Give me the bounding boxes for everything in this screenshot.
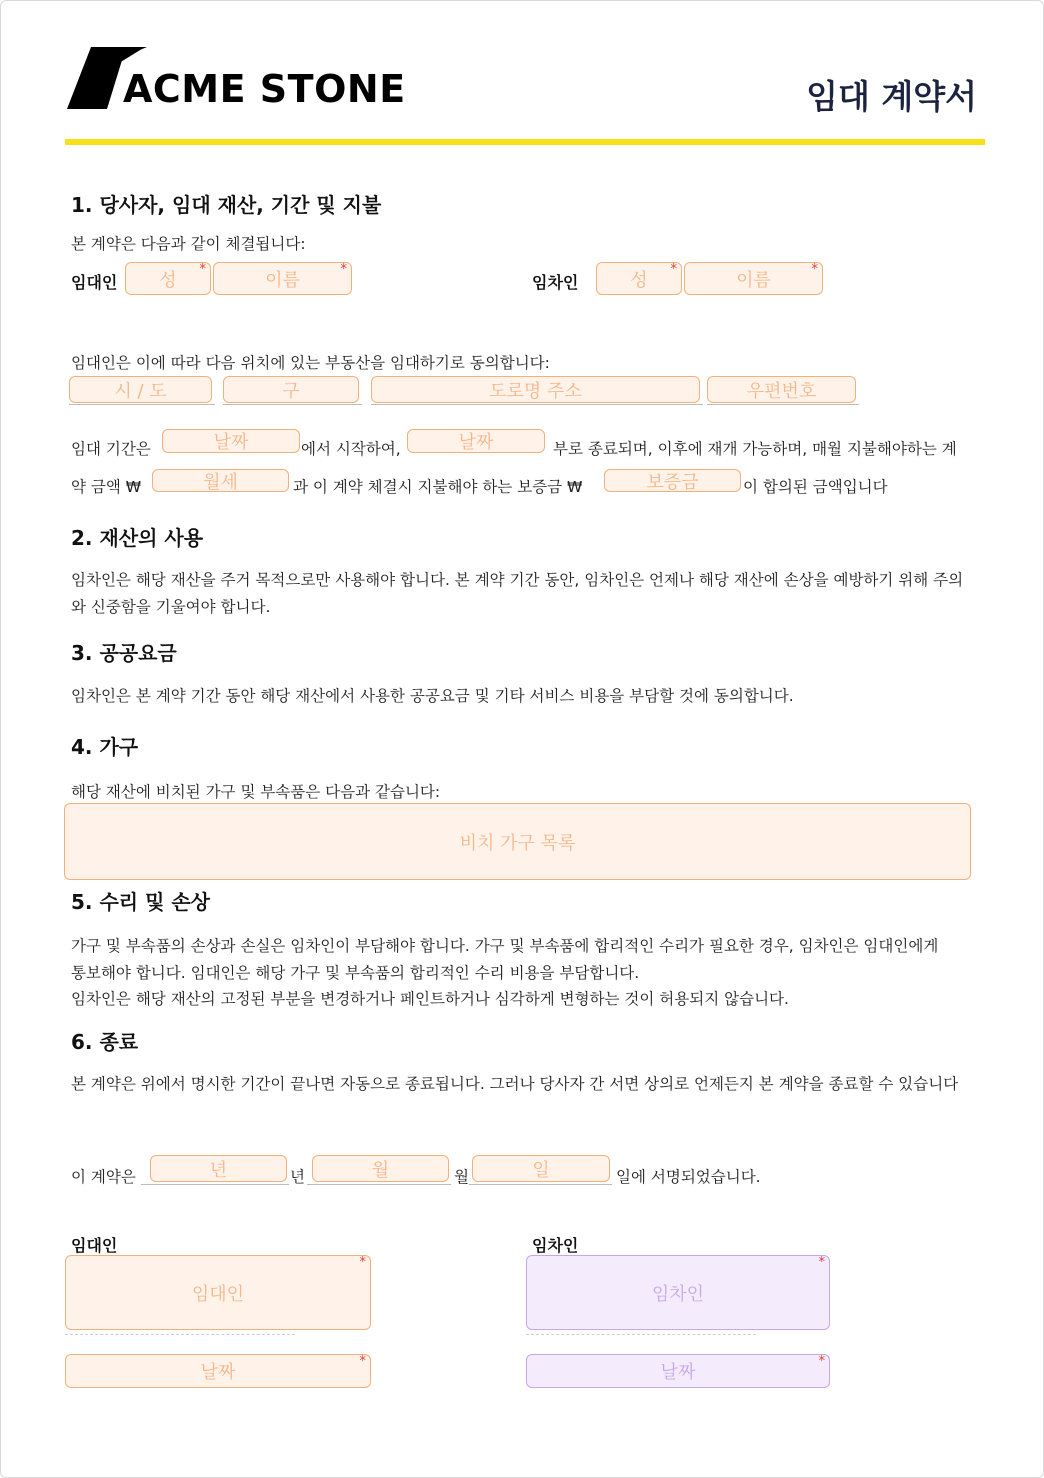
- landlord-first-name-field[interactable]: 이름 *: [213, 262, 352, 295]
- city-underline: [69, 404, 215, 405]
- tenant-last-name-field[interactable]: 성 *: [596, 262, 682, 295]
- landlord-signature-field[interactable]: 임대인 *: [65, 1255, 371, 1330]
- logo-text: ACME STONE: [123, 67, 406, 111]
- acme-stone-logo: [67, 47, 406, 113]
- header-divider: [65, 139, 985, 145]
- tenant-date-field[interactable]: 날짜 *: [526, 1354, 830, 1388]
- section-4-heading: 4. 가구: [71, 735, 139, 759]
- month-underline: [307, 1184, 451, 1185]
- sign-year-field[interactable]: 년: [150, 1155, 287, 1182]
- day-suffix: 일에 서명되었습니다.: [616, 1168, 761, 1186]
- section-5-line-3: 임차인은 해당 재산의 고정된 부분을 변경하거나 페인트하거나 심각하게 변형하는 것이 허용되지 않습니다.: [71, 990, 789, 1008]
- deposit-field[interactable]: 보증금: [604, 469, 741, 492]
- amount-prefix: 약 금액 ₩: [71, 478, 142, 496]
- term-prefix: 임대 기간은: [71, 440, 151, 458]
- month-unit: 월: [454, 1168, 469, 1186]
- tenant-first-name-field[interactable]: 이름 *: [684, 262, 823, 295]
- section-3-heading: 3. 공공요금: [71, 641, 177, 665]
- furniture-list-field[interactable]: 비치 가구 목록: [64, 803, 971, 880]
- document-title: 임대 계약서: [806, 77, 977, 116]
- end-date-field[interactable]: 날짜: [407, 429, 545, 453]
- tenant-signature-label: 임차인: [532, 1236, 579, 1255]
- amount-suffix: 이 합의된 금액입니다: [743, 478, 888, 496]
- street-underline: [371, 404, 703, 405]
- section-1-intro: 본 계약은 다음과 같이 체결됩니다:: [71, 235, 306, 253]
- amount-mid: 과 이 계약 체결시 지불해야 하는 보증금 ₩: [293, 478, 583, 496]
- signed-prefix: 이 계약은: [71, 1168, 136, 1186]
- landlord-last-name-field[interactable]: 성 *: [125, 262, 211, 295]
- tenant-signature-field[interactable]: 임차인 *: [526, 1255, 830, 1330]
- section-1-heading: 1. 당사자, 임대 재산, 기간 및 지불: [71, 193, 382, 217]
- section-6-body: 본 계약은 위에서 명시한 기간이 끝나면 자동으로 종료됩니다. 그러나 당사자 간 서면 상의로 언제든지 본 계약을 종료할 수 있습니다: [71, 1075, 959, 1093]
- section-5-heading: 5. 수리 및 손상: [71, 890, 211, 914]
- landlord-signature-label: 임대인: [71, 1236, 118, 1255]
- year-unit: 년: [290, 1168, 305, 1186]
- section-4-body: 해당 재산에 비치된 가구 및 부속품은 다음과 같습니다:: [71, 783, 441, 801]
- sign-month-field[interactable]: 월: [312, 1155, 449, 1182]
- section-6-heading: 6. 종료: [71, 1030, 139, 1054]
- section-5-line-2: 통보해야 합니다. 임대인은 해당 가구 및 부속품의 합리적인 수리 비용을 부담합니다.: [71, 964, 640, 982]
- section-3-body: 임차인은 본 계약 기간 동안 해당 재산에서 사용한 공공요금 및 기타 서비스 비용을 부담할 것에 동의합니다.: [71, 687, 794, 705]
- section-5-line-1: 가구 및 부속품의 손상과 손실은 임차인이 부담해야 합니다. 가구 및 부속품에 합리적인 수리가 필요한 경우, 임차인은 임대인에게: [71, 937, 939, 955]
- landlord-date-field[interactable]: 날짜 *: [65, 1354, 371, 1388]
- district-field[interactable]: 구: [223, 376, 359, 403]
- property-intro: 임대인은 이에 따라 다음 위치에 있는 부동산을 임대하기로 동의합니다:: [71, 354, 550, 372]
- zip-code-field[interactable]: 우편번호: [707, 376, 856, 403]
- day-underline: [469, 1184, 612, 1185]
- section-2-body: 임차인은 해당 재산을 주거 목적으로만 사용해야 합니다. 본 계약 기간 동안, 임차인은 언제나 해당 재산에 손상을 예방하기 위해 주의와 신중함을 기울여야 합니다.: [71, 571, 964, 616]
- term-suffix: 부로 종료되며, 이후에 재개 가능하며, 매월 지불해야하는 계: [553, 440, 957, 458]
- tenant-label: 임차인: [532, 273, 579, 292]
- district-underline: [223, 404, 362, 405]
- year-underline: [141, 1184, 289, 1185]
- tenant-signature-line: [526, 1334, 756, 1335]
- street-address-field[interactable]: 도로명 주소: [371, 376, 700, 403]
- term-mid: 에서 시작하여,: [301, 440, 401, 458]
- sign-day-field[interactable]: 일: [472, 1155, 610, 1182]
- landlord-label: 임대인: [71, 273, 118, 292]
- landlord-signature-line: [65, 1334, 295, 1335]
- monthly-rent-field[interactable]: 월세: [152, 469, 289, 492]
- section-2-heading: 2. 재산의 사용: [71, 526, 204, 550]
- city-field[interactable]: 시 / 도: [69, 376, 212, 403]
- start-date-field[interactable]: 날짜: [162, 429, 300, 453]
- zip-underline: [707, 404, 859, 405]
